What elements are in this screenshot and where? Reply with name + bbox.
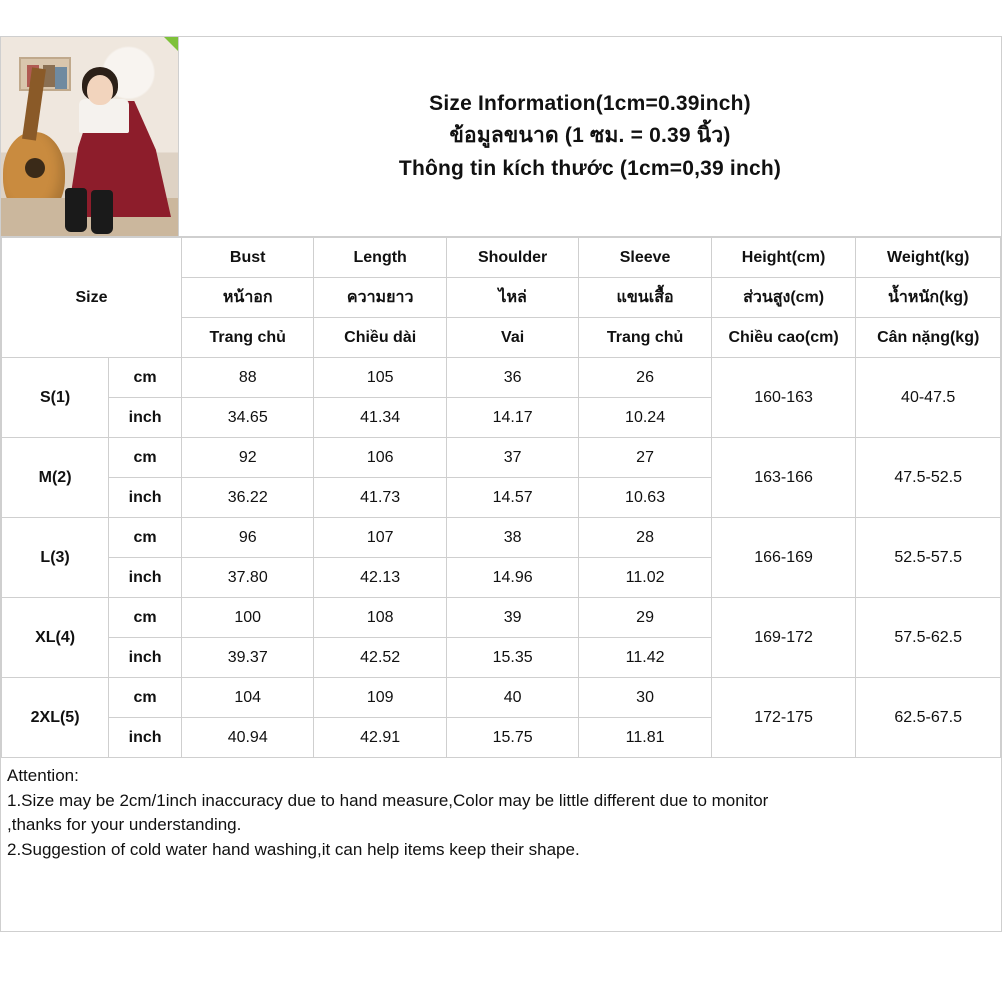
cell-length-cm: 106 bbox=[314, 438, 446, 478]
boots-shape bbox=[65, 188, 87, 232]
cell-shoulder-inch: 14.96 bbox=[446, 558, 578, 598]
header-shoulder-en: Shoulder bbox=[446, 238, 578, 278]
cell-bust-inch: 37.80 bbox=[181, 558, 313, 598]
attention-line-3: 2.Suggestion of cold water hand washing,it can help items keep their shape. bbox=[7, 839, 580, 859]
cell-shoulder-cm: 38 bbox=[446, 518, 578, 558]
cell-bust-inch: 39.37 bbox=[181, 638, 313, 678]
cell-bust-inch: 34.65 bbox=[181, 398, 313, 438]
header-length-vi: Chiều dài bbox=[314, 318, 446, 358]
header-sleeve-th: แขนเสื้อ bbox=[579, 278, 711, 318]
header-length-en: Length bbox=[314, 238, 446, 278]
cell-sleeve-inch: 11.02 bbox=[579, 558, 711, 598]
header-length-th: ความยาว bbox=[314, 278, 446, 318]
cell-length-inch: 42.13 bbox=[314, 558, 446, 598]
header-bust-en: Bust bbox=[181, 238, 313, 278]
cell-weight: 57.5-62.5 bbox=[856, 598, 1001, 678]
cell-shoulder-inch: 15.75 bbox=[446, 718, 578, 758]
cell-weight: 47.5-52.5 bbox=[856, 438, 1001, 518]
cell-sleeve-cm: 26 bbox=[579, 358, 711, 398]
table-row bbox=[2, 678, 1001, 718]
header-height-th: ส่วนสูง(cm) bbox=[711, 278, 856, 318]
cell-weight: 62.5-67.5 bbox=[856, 678, 1001, 758]
cell-bust-cm: 92 bbox=[181, 438, 313, 478]
size-chart bbox=[0, 36, 1002, 932]
header-height-en: Height(cm) bbox=[711, 238, 856, 278]
cell-bust-cm: 96 bbox=[181, 518, 313, 558]
cell-length-inch: 42.91 bbox=[314, 718, 446, 758]
row-unit-inch: inch bbox=[109, 398, 182, 438]
cell-shoulder-inch: 15.35 bbox=[446, 638, 578, 678]
row-unit-cm: cm bbox=[109, 678, 182, 718]
title-vietnamese: Thông tin kích thước (1cm=0,39 inch) bbox=[398, 156, 782, 180]
measurements-table bbox=[1, 237, 1001, 758]
header-height-vi: Chiều cao(cm) bbox=[711, 318, 856, 358]
cell-bust-inch: 40.94 bbox=[181, 718, 313, 758]
header-bust-th: หน้าอก bbox=[181, 278, 313, 318]
row-unit-inch: inch bbox=[109, 718, 182, 758]
cell-weight: 52.5-57.5 bbox=[856, 518, 1001, 598]
cell-length-inch: 41.34 bbox=[314, 398, 446, 438]
cell-height: 172-175 bbox=[711, 678, 856, 758]
attention-heading: Attention: bbox=[7, 766, 79, 785]
cell-height: 163-166 bbox=[711, 438, 856, 518]
header-sleeve-en: Sleeve bbox=[579, 238, 711, 278]
cell-length-cm: 107 bbox=[314, 518, 446, 558]
cell-shoulder-inch: 14.17 bbox=[446, 398, 578, 438]
guitar-soundhole-shape bbox=[25, 158, 45, 178]
cell-length-cm: 105 bbox=[314, 358, 446, 398]
header-shoulder-th: ไหล่ bbox=[446, 278, 578, 318]
size-column-title: Size bbox=[2, 238, 182, 358]
row-size-label: M(2) bbox=[2, 438, 109, 518]
cell-length-inch: 42.52 bbox=[314, 638, 446, 678]
cell-sleeve-inch: 11.42 bbox=[579, 638, 711, 678]
cell-height: 166-169 bbox=[711, 518, 856, 598]
cell-bust-cm: 88 bbox=[181, 358, 313, 398]
cell-shoulder-cm: 40 bbox=[446, 678, 578, 718]
header-weight-vi: Cân nặng(kg) bbox=[856, 318, 1001, 358]
product-photo bbox=[1, 37, 179, 236]
cell-length-cm: 109 bbox=[314, 678, 446, 718]
row-size-label: S(1) bbox=[2, 358, 109, 438]
cell-bust-cm: 104 bbox=[181, 678, 313, 718]
cell-shoulder-cm: 36 bbox=[446, 358, 578, 398]
title-thai: ข้อมูลขนาด (1 ซม. = 0.39 นิ้ว) bbox=[449, 124, 731, 148]
cell-bust-inch: 36.22 bbox=[181, 478, 313, 518]
table-row bbox=[2, 518, 1001, 558]
header-bust-vi: Trang chủ bbox=[181, 318, 313, 358]
corner-badge-icon bbox=[164, 37, 178, 51]
chart-title-block bbox=[179, 37, 1001, 236]
row-unit-inch: inch bbox=[109, 478, 182, 518]
table-row bbox=[2, 598, 1001, 638]
cell-sleeve-cm: 28 bbox=[579, 518, 711, 558]
cell-height: 169-172 bbox=[711, 598, 856, 678]
cell-sleeve-cm: 30 bbox=[579, 678, 711, 718]
cell-shoulder-cm: 39 bbox=[446, 598, 578, 638]
header-weight-th: น้ำหนัก(kg) bbox=[856, 278, 1001, 318]
row-size-label: XL(4) bbox=[2, 598, 109, 678]
row-unit-inch: inch bbox=[109, 638, 182, 678]
header-shoulder-vi: Vai bbox=[446, 318, 578, 358]
table-row bbox=[2, 358, 1001, 398]
table-header-row-en bbox=[2, 238, 1001, 278]
model-head-shape bbox=[87, 75, 113, 105]
header-sleeve-vi: Trang chủ bbox=[579, 318, 711, 358]
row-size-label: L(3) bbox=[2, 518, 109, 598]
cell-shoulder-inch: 14.57 bbox=[446, 478, 578, 518]
row-unit-inch: inch bbox=[109, 558, 182, 598]
cell-length-cm: 108 bbox=[314, 598, 446, 638]
row-unit-cm: cm bbox=[109, 518, 182, 558]
row-unit-cm: cm bbox=[109, 598, 182, 638]
product-photo-image bbox=[1, 37, 178, 236]
attention-line-1: 1.Size may be 2cm/1inch inaccuracy due to hand measure,Color may be little different due to monitor bbox=[7, 790, 769, 810]
cell-sleeve-inch: 10.24 bbox=[579, 398, 711, 438]
cell-sleeve-cm: 29 bbox=[579, 598, 711, 638]
cell-length-inch: 41.73 bbox=[314, 478, 446, 518]
cell-height: 160-163 bbox=[711, 358, 856, 438]
header-weight-en: Weight(kg) bbox=[856, 238, 1001, 278]
attention-block bbox=[1, 758, 1001, 863]
cell-sleeve-cm: 27 bbox=[579, 438, 711, 478]
cell-shoulder-cm: 37 bbox=[446, 438, 578, 478]
chart-header bbox=[1, 37, 1001, 237]
cell-bust-cm: 100 bbox=[181, 598, 313, 638]
cell-weight: 40-47.5 bbox=[856, 358, 1001, 438]
attention-line-2: ,thanks for your understanding. bbox=[7, 815, 242, 835]
cell-sleeve-inch: 10.63 bbox=[579, 478, 711, 518]
title-english: Size Information(1cm=0.39inch) bbox=[429, 92, 751, 116]
table-row bbox=[2, 438, 1001, 478]
row-size-label: 2XL(5) bbox=[2, 678, 109, 758]
cell-sleeve-inch: 11.81 bbox=[579, 718, 711, 758]
row-unit-cm: cm bbox=[109, 358, 182, 398]
row-unit-cm: cm bbox=[109, 438, 182, 478]
